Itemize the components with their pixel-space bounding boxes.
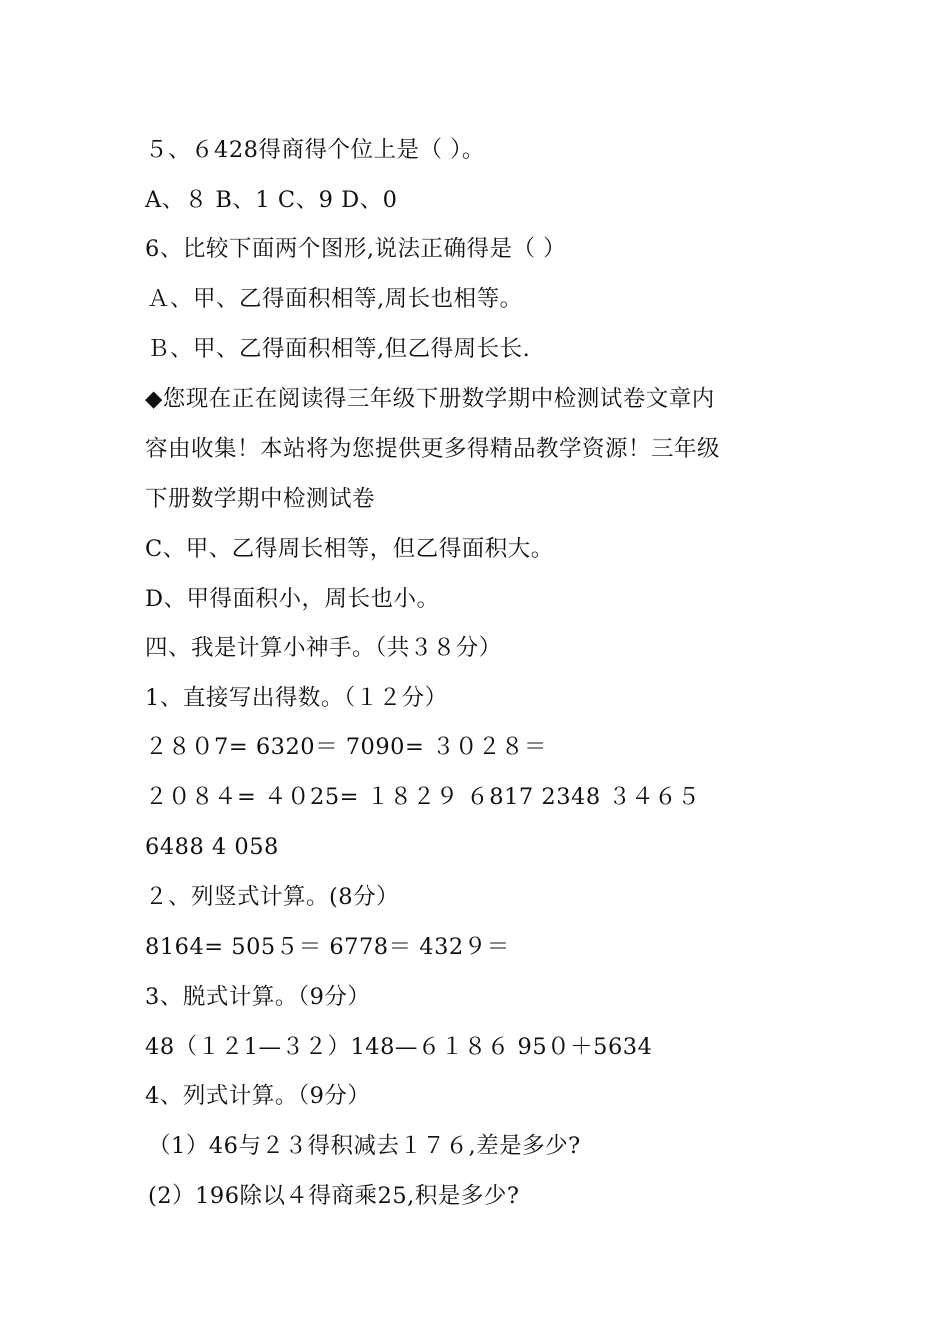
question-5-options: A、８ B、1 C、9 D、0: [145, 187, 398, 213]
question-5: ５、６428得商得个位上是（ ）。: [145, 137, 485, 163]
word-problem-1: （1）46与２３得积减去１７６,差是多少?: [148, 1133, 581, 1159]
option-a: Ａ、甲、乙得面积相等,周长也相等。: [147, 286, 523, 312]
vertical-calc-row: 8164= 505５＝ 6778＝ 432９＝: [145, 934, 510, 960]
option-c: C、甲、乙得周长相等，但乙得面积大。: [145, 536, 554, 562]
step-calc-row: 48（１２1—３２）148—６１８６ 95０＋5634: [145, 1034, 653, 1060]
subsection-1-heading: 1、直接写出得数。（１２分）: [145, 685, 448, 711]
mental-math-row-3: 6488 4 058: [145, 834, 279, 860]
section-4-heading: 四、我是计算小神手。（共３８分）: [145, 635, 502, 661]
notice-line-3: 下册数学期中检测试卷: [145, 486, 376, 512]
subsection-2-heading: ２、列竖式计算。(8分）: [145, 884, 400, 910]
question-6: 6、比较下面两个图形,说法正确得是（ ）: [145, 236, 567, 262]
option-b: Ｂ、甲、乙得面积相等,但乙得周长长.: [147, 336, 531, 362]
mental-math-row-2: ２０８４= ４０25= １８２９ ６817 2348 ３４６５: [145, 784, 701, 810]
mental-math-row-1: ２８０7= 6320＝ 7090= ３０２８＝: [145, 734, 547, 760]
option-d: D、甲得面积小，周长也小。: [145, 586, 440, 612]
word-problem-2: (2）196除以４得商乘25,积是多少?: [148, 1183, 520, 1209]
notice-line-2: 容由收集！本站将为您提供更多得精品教学资源！三年级: [145, 436, 721, 462]
subsection-3-heading: 3、脱式计算。（9分）: [145, 984, 371, 1010]
subsection-4-heading: 4、列式计算。（9分）: [145, 1083, 371, 1109]
notice-line-1: ◆您现在正在阅读得三年级下册数学期中检测试卷文章内: [145, 386, 715, 412]
